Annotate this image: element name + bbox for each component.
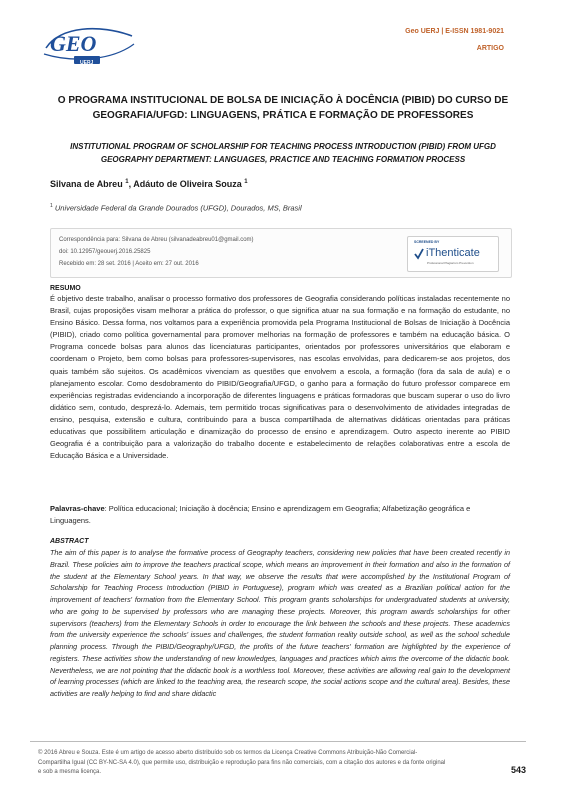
geo-uerj-logo (40, 22, 136, 68)
author-name: Adáuto de Oliveira Souza (133, 179, 242, 189)
correspondence-box (50, 228, 512, 278)
badge-caption: SCREENED BY (414, 240, 440, 244)
author-name: Silvana de Abreu (50, 179, 123, 189)
badge-brand: iThenticate (426, 247, 480, 259)
resumo-text: É objetivo deste trabalho, analisar o processo formativo dos professores de Geografia considerando políticas instaladas recentemente no Brasil, cujas proposições visam melhorar a prática do professor, o que significa atuar na sua formação e na formação do estudante, no Ensino Básico. Dessa forma, nos voltamos para a experiência promovida pela Programa Institucional de Bolsas de Iniciação à Docência (PIBID), criado como política governamental para promover melhorias na formação de professores e também na educação básica. O Programa concede bolsas para alunos das licenciaturas participantes, orientados por professores universitários que elaboram e coordenam o Projeto, bem como bolsas para professores-supervisores, nas escolas envolvidas, para dedicarem-se aos projetos, dos quais também são sujeitos. Os acadêmicos vivenciam as questões que envolvem a escola, a formação (fora da sala de aula) e o planejamento escolar. Como desdobramento do PIBID/Geografia/UFGD, o ganho para a formação do futuro professor comparece em experiências registradas evidenciando a incorporação de diferentes linguagens e práticas formadoras que buscam superar o uso do livro didático sem, contudo, desprezá-lo. Ademais, tem permitido trocas significativas para o desenvolvimento de atividades integradas de ensino, pesquisa, extensão e cultura, contribuindo para a busca compartilhada de alternativas didáticas orientadas para práticas educativas que possibilitem articulação e dinamização do processo de ensino e aprendizagem. Outro aspecto inerente ao PIBID Geografia é a contribuição para a valorização do trabalho docente e estabelecimento de relações colaborativas entre a escola de Educação Básica e a Universidade. (50, 294, 510, 461)
correspondence-email: Correspondência para: Silvana de Abreu (silvanadeabreu01@gmail.com) (59, 237, 254, 243)
affiliation (50, 203, 302, 213)
footer-divider (30, 741, 526, 742)
correspondence-details (59, 234, 254, 270)
affiliation-text: Universidade Federal da Grande Dourados (UFGD), Dourados, MS, Brasil (54, 203, 302, 213)
svg-text:UERJ: UERJ (80, 60, 94, 66)
license-notice: © 2016 Abreu e Souza. Este é um artigo de acesso aberto distribuído sob os termos da Licença Creative Commons Atribuição-Não Comercial-Compartilha Igual (CC BY-NC-SA 4.0), que permite uso, distribuição e reprodução para fins não comerciais, com a citação dos autores e da fonte original e sob a mesma licença. (38, 750, 446, 775)
affiliation-marker: 1 (125, 179, 129, 185)
article-title-english: INSTITUTIONAL PROGRAM OF SCHOLARSHIP FOR TEACHING PROCESS INTRODUCTION (PIBID) FROM UFGD GEOGRAPHY DEPARTMENT: LANGUAGES, PRACTICE AND TEACHING FORMATION PROCESS (70, 142, 496, 164)
section-label: ARTIGO (476, 45, 504, 52)
author-separator: , (128, 179, 134, 189)
keywords-label: Palavras-chave (50, 504, 105, 513)
affiliation-marker: 1 (244, 179, 248, 185)
ithenticate-check-icon (414, 248, 424, 260)
article-title-portuguese: O PROGRAMA INSTITUCIONAL DE BOLSA DE INICIAÇÃO À DOCÊNCIA (PIBID) DO CURSO DE GEOGRAFIA/UFGD: LINGUAGENS, PRÁTICA E FORMAÇÃO DE PROFESSORES (57, 95, 509, 121)
journal-issn: Geo UERJ | E-ISSN 1981-9021 (405, 28, 504, 35)
abstract-heading: ABSTRACT (50, 538, 89, 545)
journal-header (405, 28, 504, 52)
abstract-text: The aim of this paper is to analyse the formative process of Geography teachers, considering new policies that have been created recently in Brazil. These policies aim to improve the teachers practical scope, which means an improvement in their formation and also in the formation of the student at the Elementary School years. In that way, we observe the results that were accomplished by the Institutional Program of Scholarship for Teaching Process Introduction (PIBID in Portuguese), program which was created as a Brazilian political action for the improvement of teachers' formation from the Elementary School. This program grants scholarships for undergraduated students at university, who are going to be supervised by professors who are managing these projects. Moreover, this program awards scholarships for other supervisors (teachers) from the Elementary Schools in order to encourage the link between the schools and these projects. These academics from the university experience the schools' issues and challenges, the student formation reality outside school, as well as the school schedule planning process. Through the PIBID/Geography/UFGD, the profits of the future teachers' formation are highlighted by the experience of registers. These activities show the understanding of new knowledges, languages and practices which aims the overcome of the didactic book. Nevertheless, we are not pointing that the didactic book is a worthless tool. Moreover, these activities are allowing real gain to the development of learning processes (which are linked to the teaching area, the research scope, the social actions scope and the cultural area). Besides, these activities are really helping to find and share didactic (50, 548, 510, 698)
page-number: 543 (510, 765, 526, 775)
ithenticate-badge (407, 236, 499, 272)
author-list (50, 179, 248, 189)
badge-subtitle: Professional Plagiarism Prevention (427, 261, 474, 265)
doi-line: doi: 10.12957/geouerj.2016.25825 (59, 249, 151, 255)
svg-text:GEO: GEO (50, 31, 97, 56)
received-accepted-dates: Recebido em: 28 set. 2016 | Aceito em: 27 out. 2016 (59, 261, 199, 267)
keywords-text: : Política educacional; Iniciação à docência; Ensino e aprendizagem em Geografia; Alfabetização geográfica e Linguagens. (50, 504, 471, 525)
keywords (50, 503, 510, 527)
resumo-heading: RESUMO (50, 285, 81, 292)
affiliation-marker: 1 (50, 203, 53, 209)
